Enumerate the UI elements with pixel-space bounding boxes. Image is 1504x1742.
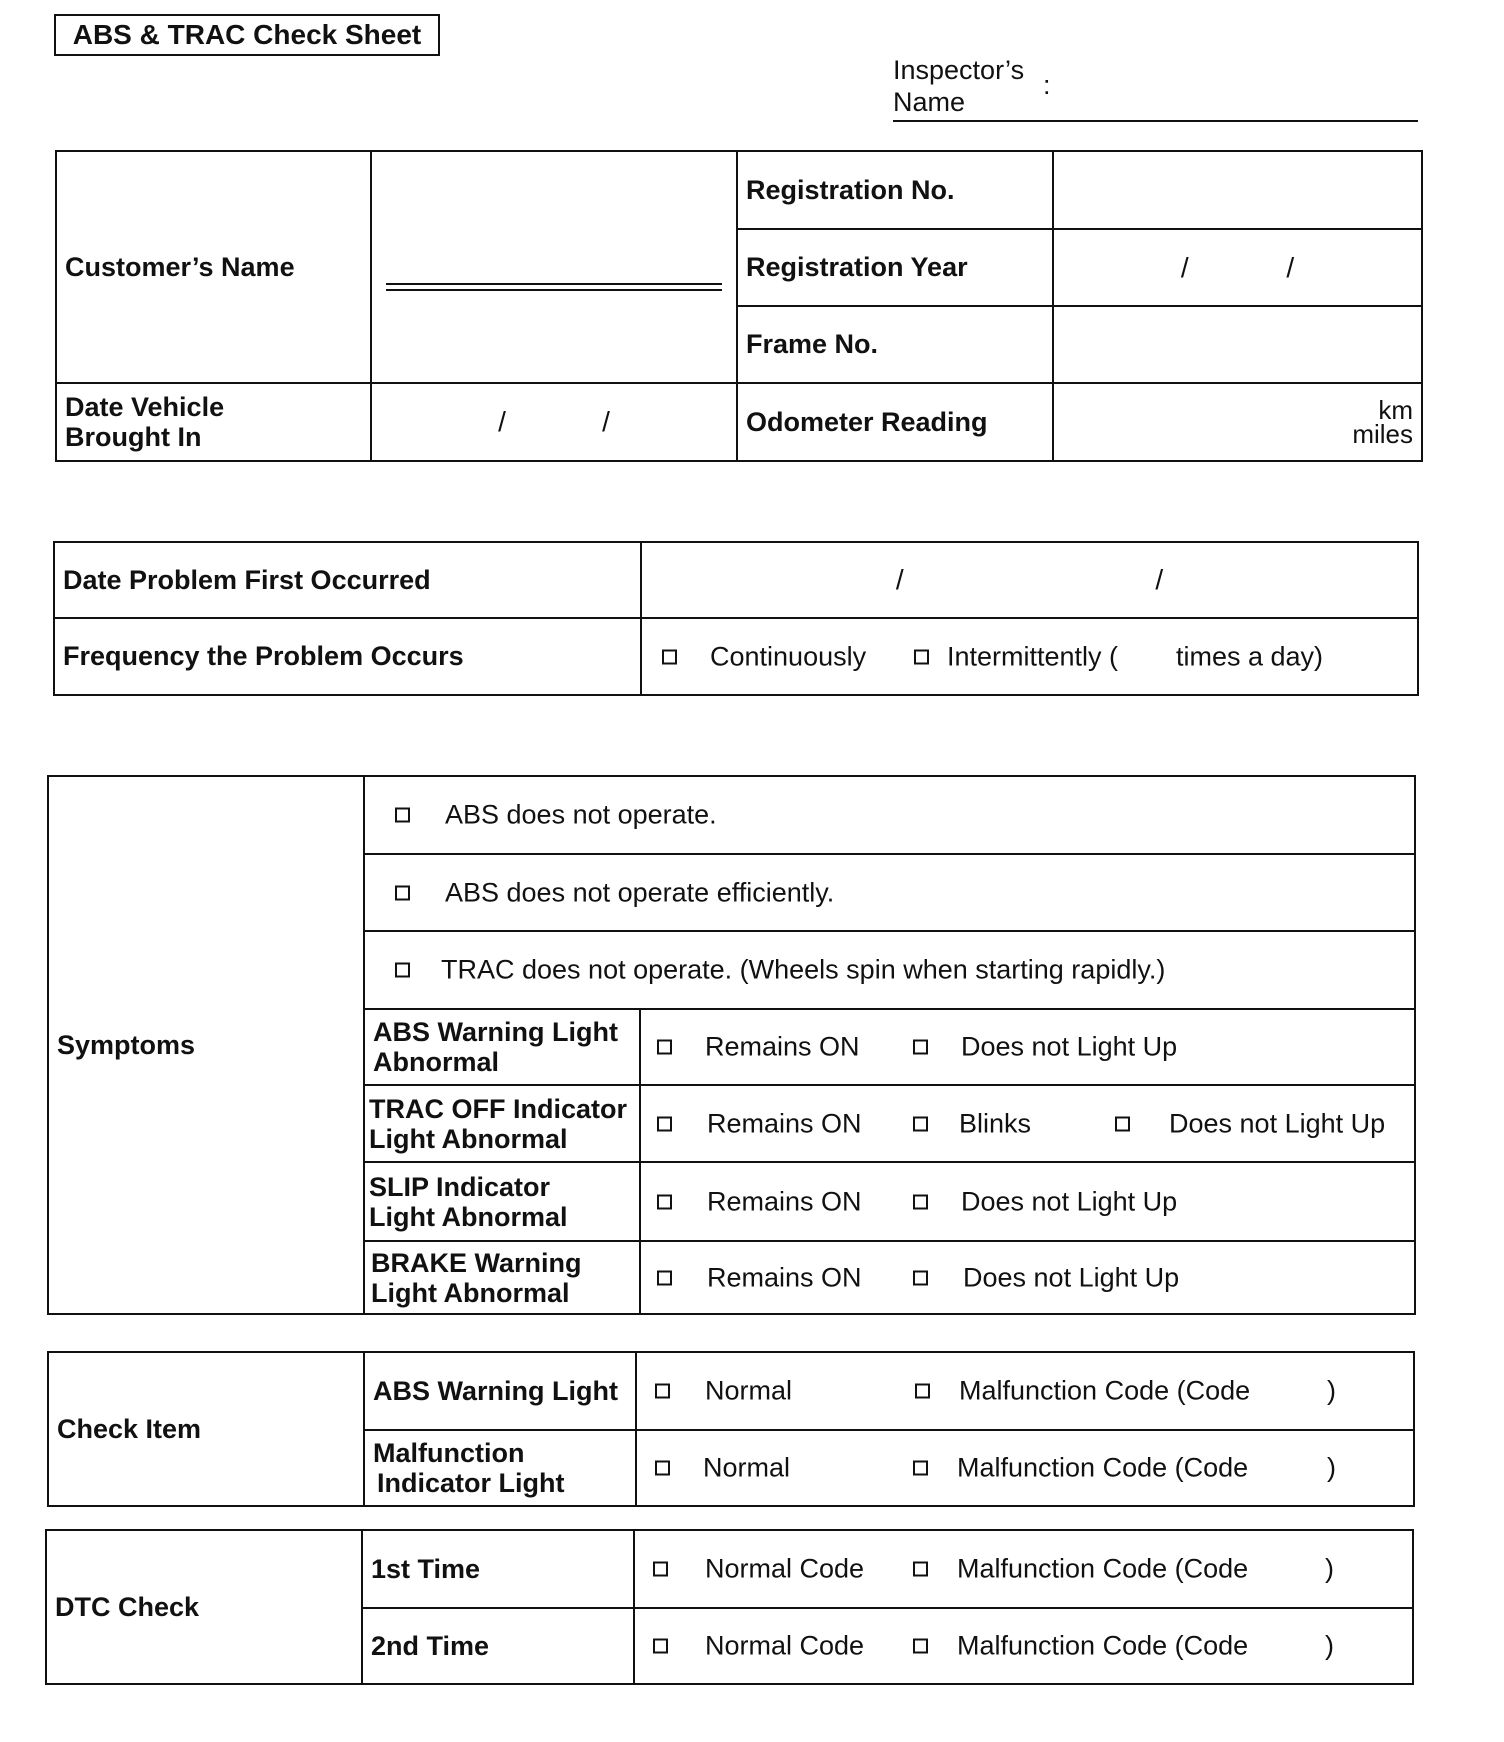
customer-name-field[interactable] [371,151,737,383]
customer-name-double-line [386,283,722,291]
malfunction-code-label: Malfunction Code (Code [957,1630,1249,1661]
remains-on-label: Remains ON [707,1108,862,1138]
abs-malfunction-checkbox[interactable] [915,1384,930,1399]
trac-not-operate-checkbox[interactable] [395,963,410,978]
unit-km: km [1378,395,1413,425]
registration-year-field[interactable] [1053,229,1422,306]
trac-blinks-checkbox[interactable] [913,1116,928,1131]
normal-code-label: Normal Code [705,1553,865,1584]
date-brought-in-field[interactable] [371,383,737,461]
check-item-label: Check Item [48,1352,364,1506]
first-normal-code-checkbox[interactable] [653,1562,668,1577]
normal-label: Normal [703,1452,791,1483]
times-a-day-label: times a day) [1176,641,1324,671]
mil-label: Malfunction Indicator Light [364,1430,636,1506]
abs-not-efficient-label: ABS does not operate efficiently. [445,877,835,907]
date-brought-in-label: Date Vehicle Brought In [56,383,371,461]
brake-not-light-up-checkbox[interactable] [913,1270,928,1285]
dtc-check-table [45,1529,1414,1685]
abs-not-light-up-checkbox[interactable] [913,1040,928,1055]
abs-warning-light-label: ABS Warning Light [364,1352,636,1430]
frequency-label: Frequency the Problem Occurs [54,618,641,695]
abs-warning-abnormal-label: ABS Warning Light Abnormal [364,1009,640,1085]
registration-no-field[interactable] [1053,151,1422,229]
mil-normal-checkbox[interactable] [655,1461,670,1476]
does-not-light-up-label: Does not Light Up [963,1262,1180,1292]
problem-table [53,541,1419,696]
second-normal-code-checkbox[interactable] [653,1639,668,1654]
remains-on-label: Remains ON [707,1262,862,1292]
malfunction-code-label: Malfunction Code (Code [957,1553,1249,1584]
intermittently-checkbox[interactable] [914,649,929,664]
slip-abnormal-label: SLIP Indicator Light Abnormal [364,1162,640,1241]
date-slash: / [895,564,904,595]
does-not-light-up-label: Does not Light Up [1169,1108,1386,1138]
inspector-name-label: Inspector’s Name [893,55,1025,117]
close-paren: ) [1325,1630,1334,1661]
trac-not-light-up-checkbox[interactable] [1115,1116,1130,1131]
mil-malfunction-checkbox[interactable] [913,1461,928,1476]
date-slash: / [498,406,506,437]
brake-remains-on-checkbox[interactable] [657,1270,672,1285]
slip-not-light-up-checkbox[interactable] [913,1194,928,1209]
brake-abnormal-label: BRAKE Warning Light Abnormal [364,1241,640,1314]
trac-remains-on-checkbox[interactable] [657,1116,672,1131]
remains-on-label: Remains ON [707,1186,862,1216]
customer-name-label: Customer’s Name [56,151,371,383]
continuously-label: Continuously [710,641,867,671]
abs-not-efficient-checkbox[interactable] [395,885,410,900]
first-malfunction-checkbox[interactable] [913,1562,928,1577]
vehicle-info-table [55,150,1423,462]
frame-no-label: Frame No. [737,306,1053,383]
date-slash: / [1286,251,1295,283]
date-slash: / [1180,251,1189,283]
second-time-label: 2nd Time [362,1608,634,1684]
date-slash: / [602,406,610,437]
dtc-check-label: DTC Check [46,1530,362,1684]
abs-not-operate-checkbox[interactable] [395,808,410,823]
inspector-name-underline[interactable] [893,120,1418,122]
registration-no-label: Registration No. [737,151,1053,229]
intermittently-label: Intermittently ( [947,641,1119,671]
does-not-light-up-label: Does not Light Up [961,1186,1178,1216]
close-paren: ) [1327,1375,1336,1406]
odometer-label: Odometer Reading [737,383,1053,461]
abs-remains-on-checkbox[interactable] [657,1040,672,1055]
slip-remains-on-checkbox[interactable] [657,1194,672,1209]
registration-year-label: Registration Year [737,229,1053,306]
frame-no-field[interactable] [1053,306,1422,383]
close-paren: ) [1325,1553,1334,1584]
symptoms-label: Symptoms [48,776,364,1314]
symptoms-table [47,775,1416,1315]
malfunction-code-label: Malfunction Code (Code [959,1375,1251,1406]
inspector-colon: : [1043,70,1051,100]
unit-miles: miles [1352,419,1413,449]
normal-code-label: Normal Code [705,1630,865,1661]
odometer-field[interactable] [1053,383,1422,461]
date-first-occurred-label: Date Problem First Occurred [54,542,641,618]
date-slash: / [1155,564,1164,595]
trac-not-operate-label: TRAC does not operate. (Wheels spin when starting rapidly.) [441,954,1166,985]
close-paren: ) [1327,1452,1336,1483]
second-malfunction-checkbox[interactable] [913,1639,928,1654]
abs-not-operate-label: ABS does not operate. [445,799,717,830]
malfunction-code-label: Malfunction Code (Code [957,1452,1249,1483]
trac-off-abnormal-label: TRAC OFF Indicator Light Abnormal [364,1085,640,1162]
does-not-light-up-label: Does not Light Up [961,1031,1178,1062]
date-first-occurred-field[interactable] [641,542,1418,618]
continuously-checkbox[interactable] [662,649,677,664]
first-time-label: 1st Time [362,1530,634,1608]
sheet-title: ABS & TRAC Check Sheet [54,14,440,56]
blinks-label: Blinks [959,1108,1032,1138]
inspector-name-field[interactable] [893,50,1418,122]
remains-on-label: Remains ON [705,1031,860,1062]
check-item-table [47,1351,1415,1507]
normal-label: Normal [705,1375,793,1406]
abs-normal-checkbox[interactable] [655,1384,670,1399]
